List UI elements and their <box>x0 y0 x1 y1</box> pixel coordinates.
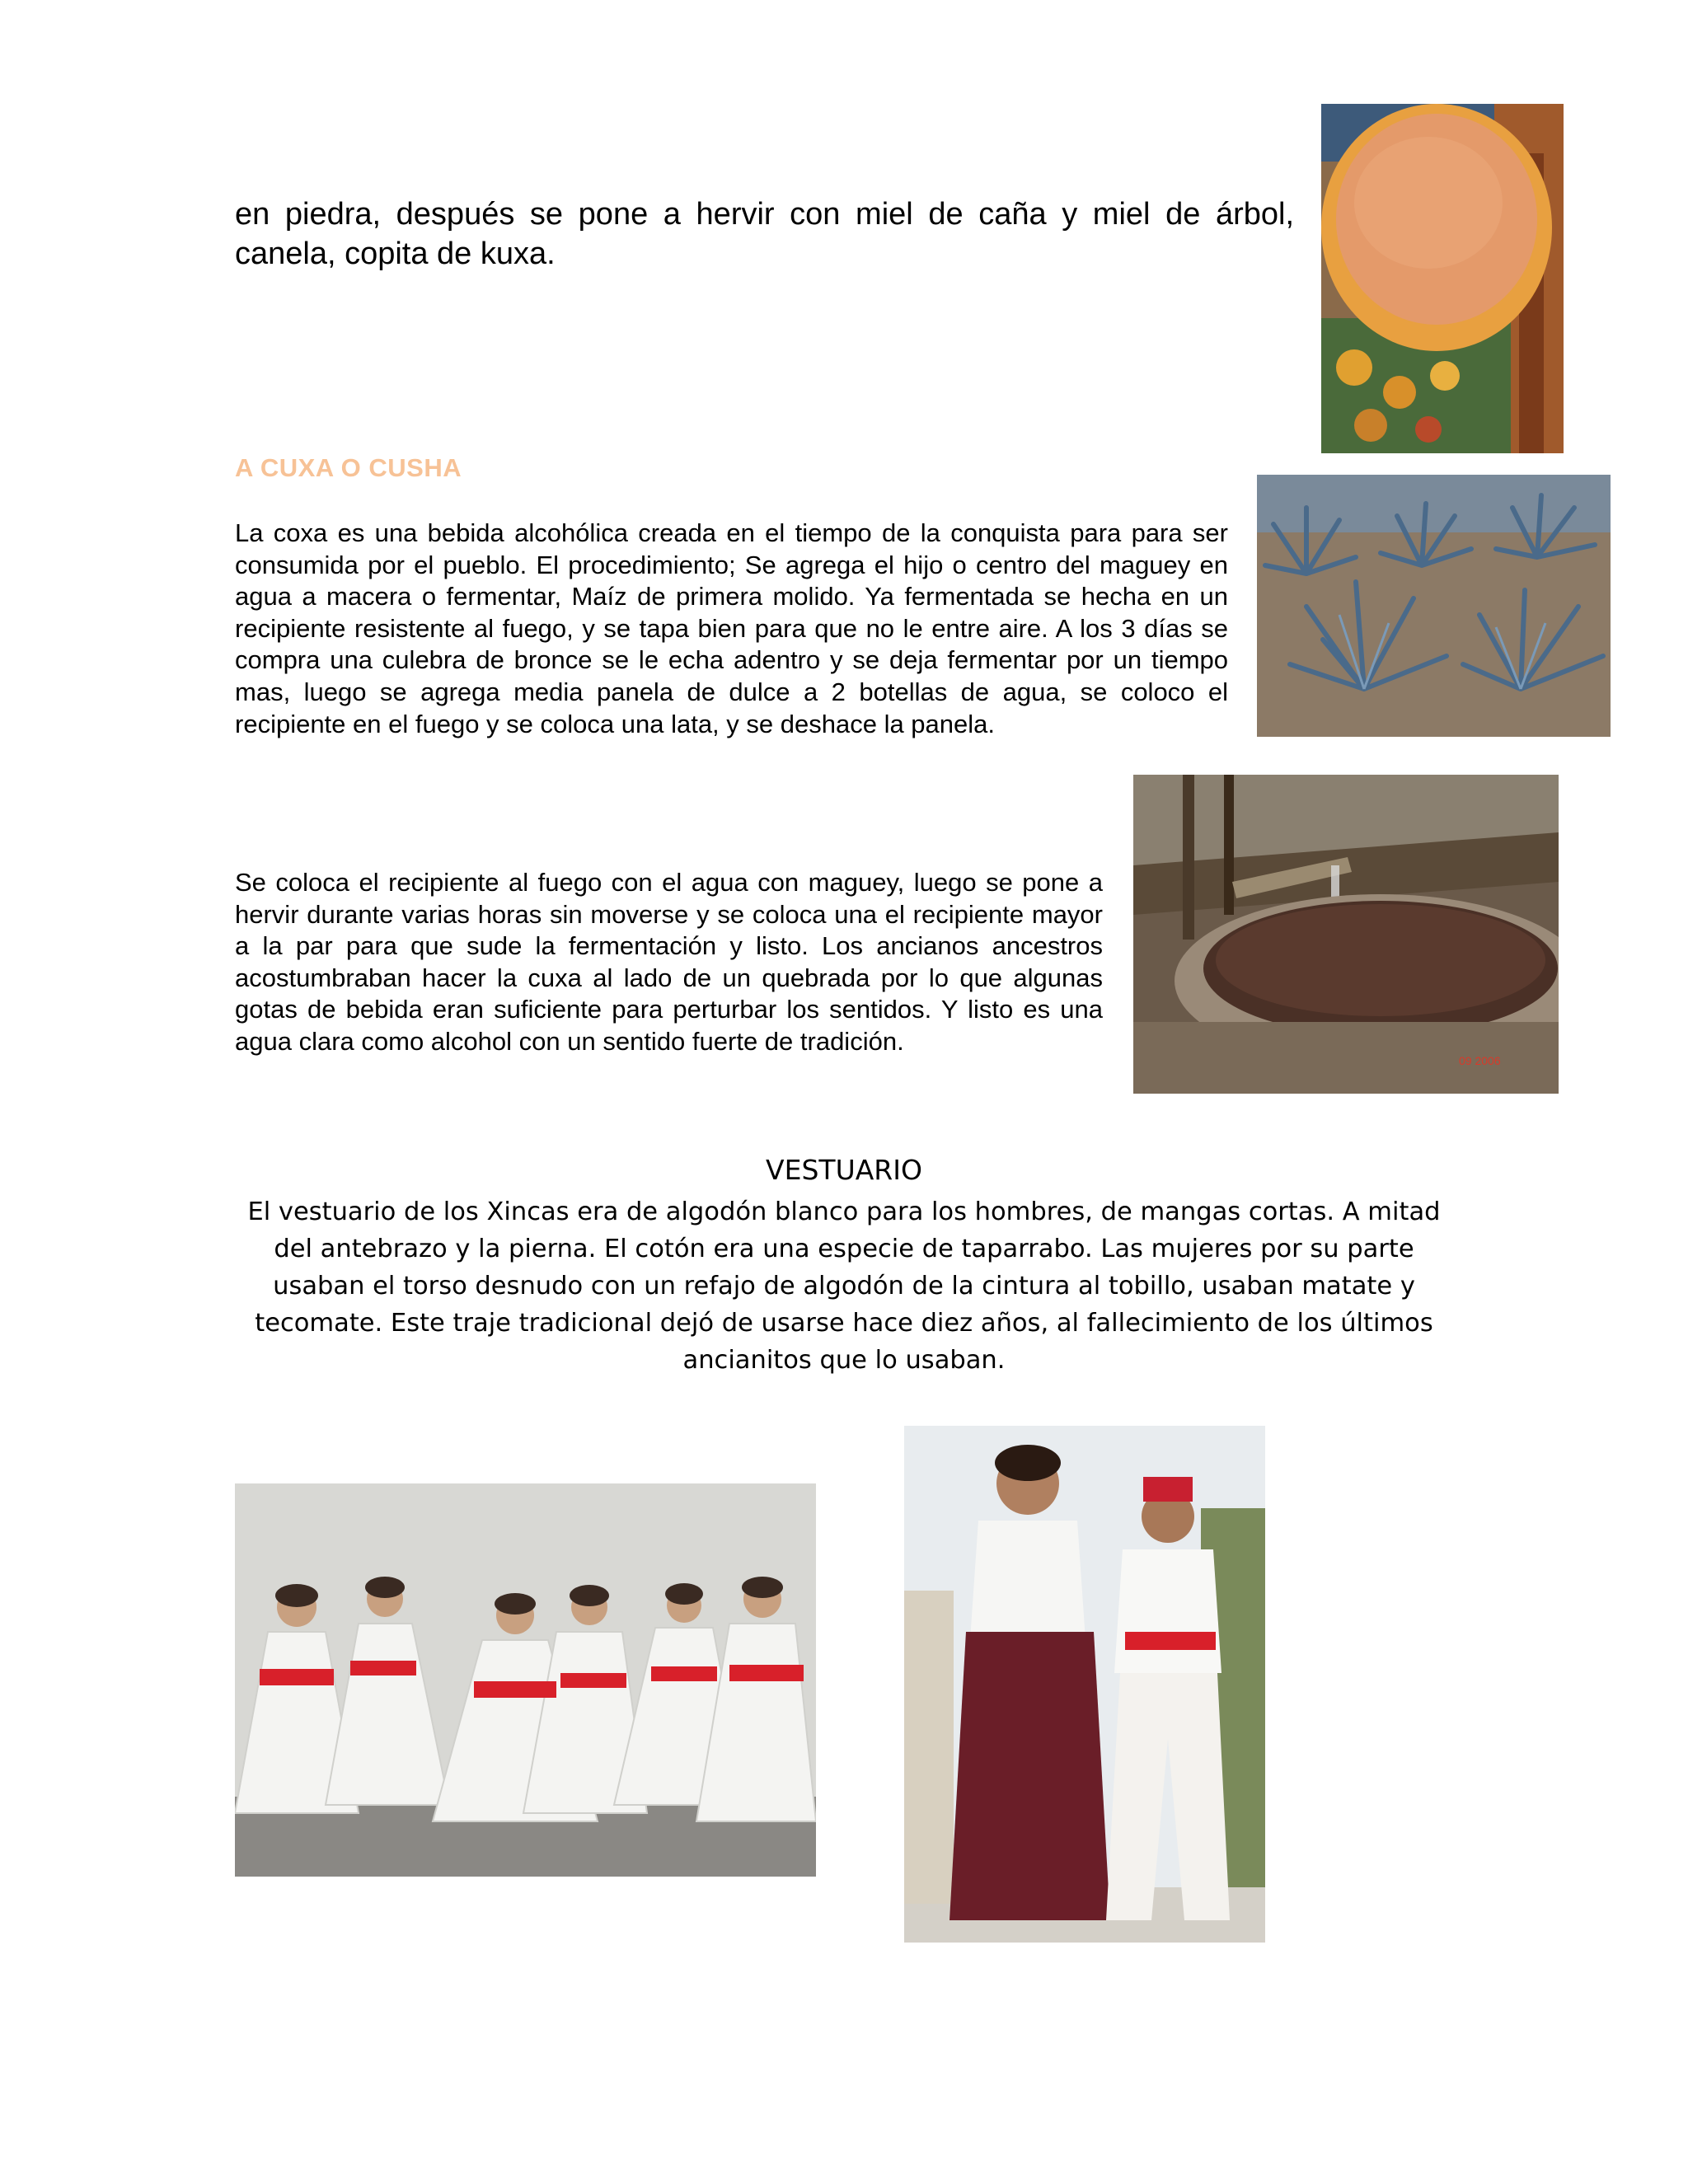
vestuario-paragraph: El vestuario de los Xincas era de algodón blanco para los hombres, de mangas cortas. A mitad del antebrazo y la pierna. El cotón era una especie de taparrabo. Las mujeres por su parte usaban el torso desnudo con un refajo de algodón de la cintura al tobillo, usaban matate y tecomate. Este traje tradicional dejó de usarse hace diez años, al fallecimiento de los últimos ancianitos que lo usaban. <box>247 1197 1441 1375</box>
xinca-couple-photo <box>904 1426 1265 1943</box>
intro-paragraph: en piedra, después se pone a hervir con miel de caña y miel de árbol, canela, copita de kuxa. <box>235 197 1294 271</box>
cuxa-paragraph: La coxa es una bebida alcohólica creada en el tiempo de la conquista para para ser consumida por el pueblo. El procedimiento; Se agrega el hijo o centro del maguey en agua a macera o fermentar, Maíz de primera molido. Ya fermentada se hecha en un recipiente resistente al fuego, y se tapa bien para que no le entre aire. A los 3 días se compra una culebra de bronce se le echa adentro y se deja fermentar por un tiempo mas, luego se agrega media panela de dulce a 2 botellas de agua, se coloco el recipiente en el fuego y se coloca una lata, y se deshace la panela. <box>235 518 1228 738</box>
fermentation-vat-photo <box>1133 775 1559 1094</box>
agave-field-photo <box>1257 475 1611 737</box>
svg-text:09 2006: 09 2006 <box>1459 1054 1501 1067</box>
fire-paragraph: Se coloca el recipiente al fuego con el agua con maguey, luego se pone a hervir durante varias horas sin moverse y se coloca una el recipiente mayor a la par para que sude la fermentación y listo. Los ancianos ancestros acostumbraban hacer la cuxa al lado de un quebrada por lo que algunas gotas de bebida eran suficiente para perturbar los sentidos. Y listo es una agua clara como alcohol con un sentido fuerte de tradición. <box>235 868 1103 1056</box>
section-heading-cuxa: A CUXA O CUSHA <box>235 453 462 482</box>
dancers-photo <box>235 1483 816 1877</box>
drink-bowl-photo <box>1321 104 1564 453</box>
section-heading-vestuario: VESTUARIO <box>766 1154 922 1186</box>
